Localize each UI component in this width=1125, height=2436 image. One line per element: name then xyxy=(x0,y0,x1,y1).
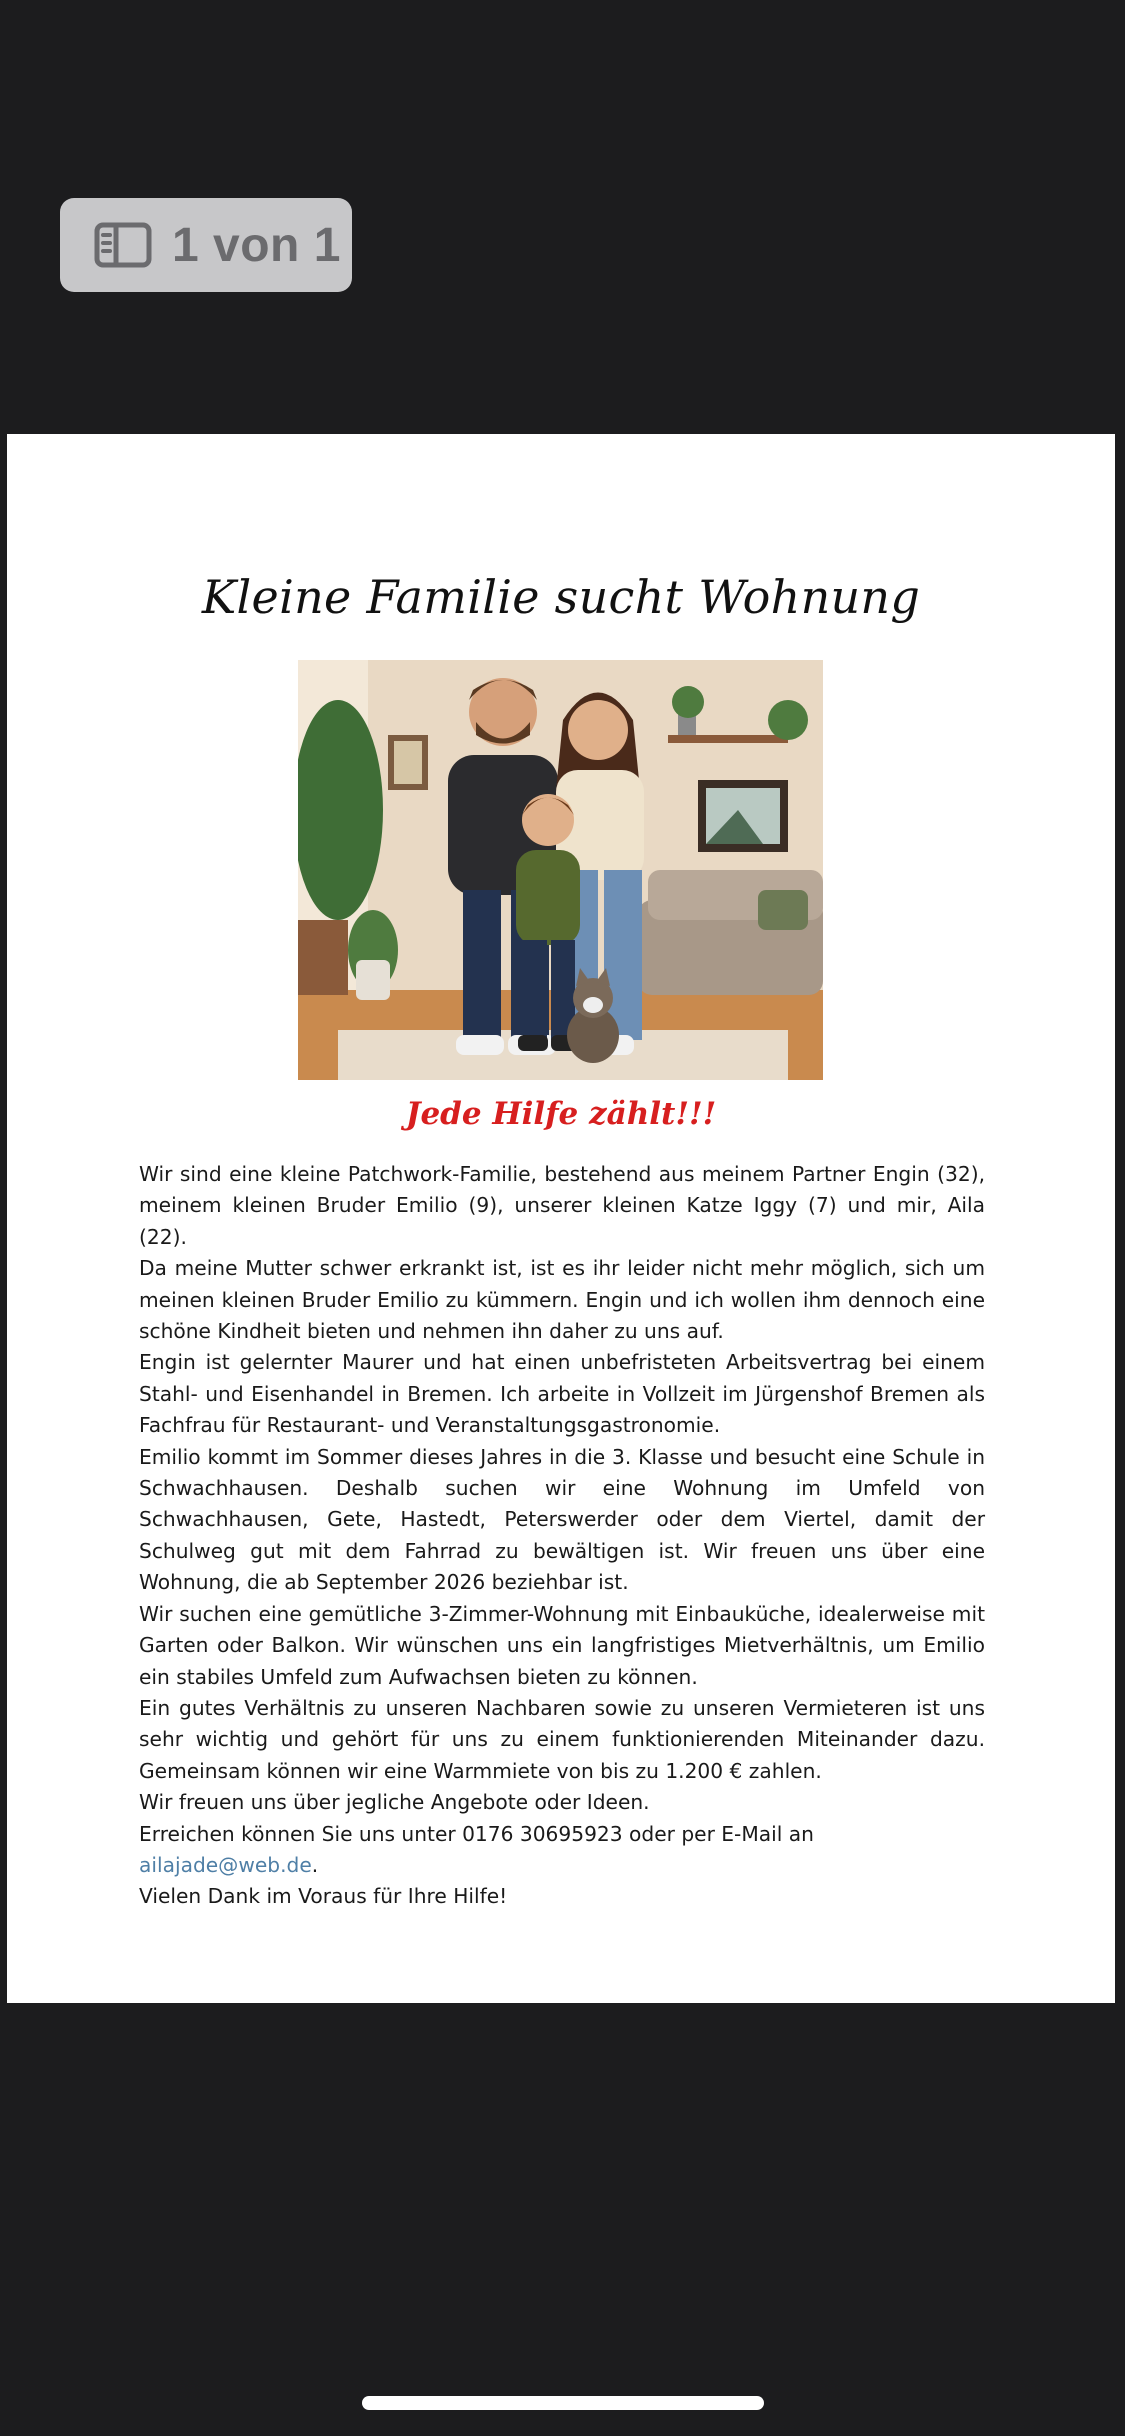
paragraph-jobs: Engin ist gelernter Maurer und hat einen unbefristeten Arbeitsvertrag bei einem Stahl- und Eisenhandel in Bremen. Ich arbeite in Vollzeit im Jürgenshof Bremen als Fachfrau für Restaurant- und Veranstaltungsgastronomie. xyxy=(139,1350,985,1438)
paragraph-contact xyxy=(139,1819,985,1882)
paragraph-situation: Da meine Mutter schwer erkrankt ist, ist es ihr leider nicht mehr möglich, sich um meinen kleinen Bruder Emilio zu kümmern. Engin und ich wollen ihm dennoch eine schöne Kindheit bieten und nehmen ihn daher zu uns auf. xyxy=(139,1256,985,1344)
page-indicator-text: 1 von 1 xyxy=(172,218,341,272)
page-indicator-badge[interactable] xyxy=(60,198,352,292)
paragraph-family: Wir sind eine kleine Patchwork-Familie, bestehend aus meinem Partner Engin (32), meinem kleinen Bruder Emilio (9), unserer kleinen Katze Iggy (7) und mir, Aila (22). xyxy=(139,1162,985,1249)
contact-suffix: . xyxy=(311,1852,319,1877)
document-title: Kleine Familie sucht Wohnung xyxy=(201,570,921,624)
paragraph-closing: Vielen Dank im Voraus für Ihre Hilfe! xyxy=(139,1884,508,1909)
family-illustration xyxy=(298,660,823,1080)
sidebar-icon xyxy=(94,222,152,268)
paragraph-requirements: Wir suchen eine gemütliche 3-Zimmer-Wohnung mit Einbauküche, idealerweise mit Garten oder Balkon. Wir wünschen uns ein langfristiges Mietverhältnis, um Emilio ein stabiles Umfeld zum Aufwachsen bieten zu können. xyxy=(139,1601,985,1689)
email-link[interactable]: ailajade@web.de xyxy=(139,1852,312,1877)
document-page xyxy=(7,434,1115,2003)
paragraph-neighbors: Ein gutes Verhältnis zu unseren Nachbaren sowie zu unseren Vermieteren ist uns sehr wichtig und gehört für uns zu einem funktionierenden Miteinander dazu. Gemeinsam können wir eine Warmmiete von bis zu 1.200 € zahlen. xyxy=(139,1695,985,1783)
document-body xyxy=(139,1159,985,1913)
contact-text: Erreichen können Sie uns unter 0176 30695923 oder per E-Mail an xyxy=(139,1821,814,1846)
paragraph-offers: Wir freuen uns über jegliche Angebote oder Ideen. xyxy=(139,1790,650,1815)
document-subtitle: Jede Hilfe zählt!!! xyxy=(405,1096,717,1132)
paragraph-location: Emilio kommt im Sommer dieses Jahres in die 3. Klasse und besucht eine Schule in Schwachhausen. Deshalb suchen wir eine Wohnung im Umfeld von Schwachhausen, Gete, Hastedt, Peterswerder oder dem Viertel, damit der Schulweg gut mit dem Fahrrad zu bewältigen ist. Wir freuen uns über eine Wohnung, die ab September 2026 beziehbar ist. xyxy=(139,1444,985,1595)
home-indicator[interactable] xyxy=(362,2396,764,2410)
